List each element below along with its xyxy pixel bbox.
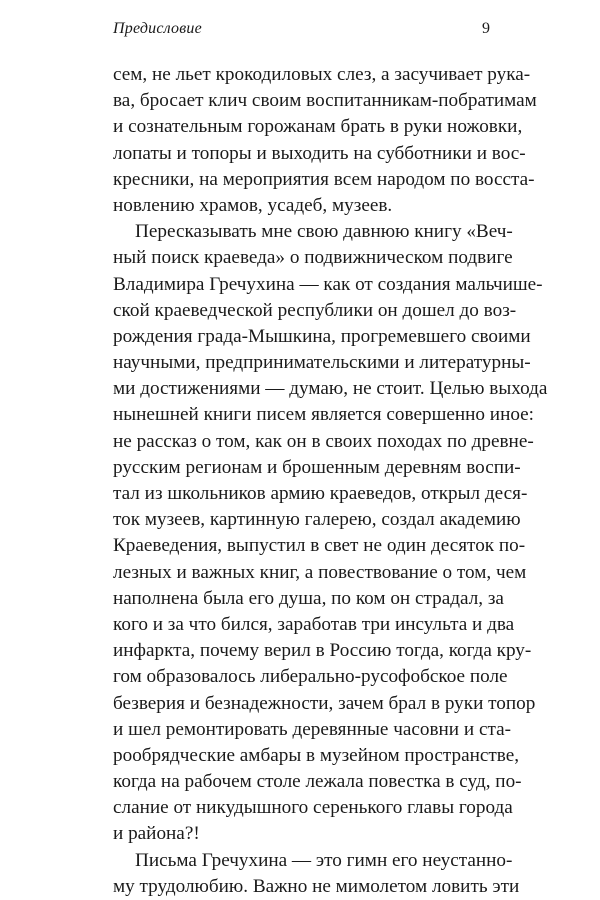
text-line: ный поиск краеведа» о подвижническом подвиге	[113, 247, 513, 269]
text-line: кого и за что бился, заработав три инсульта и два	[113, 613, 515, 635]
text-line: лопаты и топоры и выходить на субботники и вос-	[113, 142, 526, 164]
text-line: не рассказ о том, как он в своих походах по древне-	[113, 430, 534, 452]
text-line: кресники, на мероприятия всем народом по восста-	[113, 168, 535, 190]
text-line: му трудолюбию. Важно не мимолетом ловить эти	[113, 875, 520, 897]
text-line: нынешней книги писем является совершенно иное:	[113, 404, 535, 426]
running-head	[113, 20, 490, 42]
running-title: Предисловие	[113, 20, 202, 37]
text-line: Краеведения, выпустил в свет не один десяток по-	[113, 535, 526, 557]
text-line: и сознательным горожанам брать в руки ножовки,	[113, 116, 523, 138]
text-line: рождения града-Мышкина, прогремевшего своими	[113, 325, 531, 347]
paragraph-first-line: Пересказывать мне свою давнюю книгу «Веч-	[135, 221, 513, 243]
text-line: инфаркта, почему верил в Россию тогда, когда кру-	[113, 640, 532, 662]
text-line: и района?!	[113, 823, 200, 845]
text-line: ва, бросает клич своим воспитанникам-побратимам	[113, 90, 537, 112]
text-line: ми достижениями — думаю, не стоит. Целью выхода	[113, 378, 548, 400]
text-line: безверия и безнадежности, зачем брал в руки топор	[113, 692, 536, 714]
text-line: ской краеведческой республики он дошел до воз-	[113, 299, 517, 321]
text-line: тал из школьников армию краеведов, открыл деся-	[113, 483, 528, 504]
text-line: рообрядческие амбары в музейном пространстве,	[113, 744, 520, 766]
body-text	[113, 62, 548, 900]
text-line: гом образовалось либерально-русофобское поле	[113, 666, 508, 688]
text-line: когда на рабочем столе лежала повестка в суд, по-	[113, 771, 522, 793]
paragraph-first-line: Письма Гречухина — это гимн его неустанно-	[135, 849, 513, 871]
text-line: слание от никудышного серенького главы города	[113, 797, 513, 819]
text-line: лезных и важных книг, а повествование о том, чем	[113, 561, 527, 583]
text-line: Владимира Гречухина — как от создания мальчише-	[113, 273, 543, 295]
text-line: сем, не льет крокодиловых слез, а засучивает рука-	[113, 64, 531, 85]
text-line: русским регионам и брошенным деревням воспи-	[113, 456, 521, 478]
page-number: 9	[482, 20, 490, 37]
text-line: новлению храмов, усадеб, музеев.	[113, 194, 393, 216]
text-line: ток музеев, картинную галерею, создал академию	[113, 509, 521, 531]
text-line: наполнена была его душа, по ком он страдал, за	[113, 587, 504, 609]
text-line: и шел ремонтировать деревянные часовни и ста-	[113, 718, 511, 740]
text-line: научными, предпринимательскими и литературны-	[113, 352, 531, 374]
